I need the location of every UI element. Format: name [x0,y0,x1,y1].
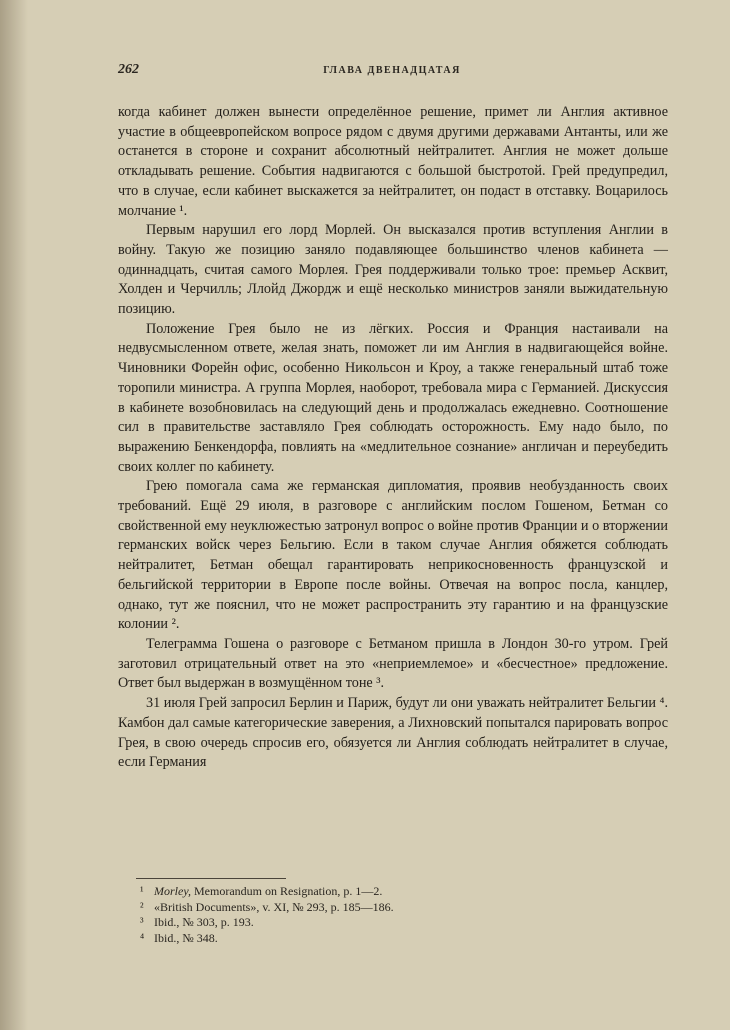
footnote [140,900,640,916]
footnote-text: Ibid., № 303, p. 193. [154,915,254,929]
footnote-mark: ⁴ [140,930,145,945]
body-text [118,103,668,773]
binding-shadow [0,0,28,1030]
paragraph: Телеграмма Гошена о разговоре с Бетманом пришла в Лондон 30-го утром. Грей заготовил отрицательный ответ на это «неприемлемое» и «бесчестное» предложение. Ответ был выдержан в возмущённом тоне ³. [118,635,668,692]
running-head: ГЛАВА ДВЕНАДЦАТАЯ [323,65,461,76]
footnote [140,931,640,947]
page-number: 262 [118,62,139,77]
footnote-mark: ² [140,899,144,914]
footnote [140,915,640,931]
footnote-text: Memorandum on Resignation, p. 1—2. [194,884,383,898]
footnote-text: Ibid., № 348. [154,930,218,945]
page-header [118,62,666,82]
footnote-text: «British Documents», v. XI, № 293, p. 185—186. [154,899,394,914]
footnotes [140,884,640,946]
paragraph: Грею помогала сама же германская дипломатия, проявив необузданность своих требований. Ещё 29 июля, в разговоре с английским послом Гошеном, Бетман со свойственной ему неуклюжестью затронул вопрос о войне против Франции и о вторжении германских войск через Бельгию. Если в таком случае Англия обяжется соблюдать нейтралитет, Бетман обещал гарантировать неприкосновенность французской и бельгийской территории в Европе после войны. Отвечая на вопрос посла, канцлер, однако, тут же пояснил, что не может распространить эту гарантию и на французские колонии ². [118,478,668,633]
footnote-mark: ¹ [140,884,144,898]
footnote-author: Morley, [154,884,191,898]
footnote-divider [136,878,286,879]
footnote [140,884,640,900]
paragraph: Положение Грея было не из лёгких. Россия и Франция настаивали на недвусмысленном ответе, желая знать, поможет ли им Англия в надвигающейся войне. Чиновники Форейн офис, особенно Никольсон и Кроу, а также генеральный штаб тоже торопили министра. А группа Морлея, наоборот, требовала мира с Германией. Дискуссия в кабинете возобновилась на следующий день и продолжалась ежедневно. Соотношение сил в правительстве заставляло Грея соблюдать осторожность. Ему надо было, по выражению Бенкендорфа, повлиять на «медлительное сознание» англичан и переубедить своих коллег по кабинету. [118,320,668,475]
footnote-mark: ³ [140,915,144,929]
paragraph: Первым нарушил его лорд Морлей. Он высказался против вступления Англии в войну. Такую же позицию заняло подавляющее большинство членов кабинета — одиннадцать, считая самого Морлея. Грея поддерживали только трое: премьер Асквит, Холден и Черчилль; Ллойд Джордж и ещё несколько министров заняли выжидательную позицию. [118,222,668,318]
paragraph: когда кабинет должен вынести определённое решение, примет ли Англия активное участие в общеевропейском вопросе рядом с двумя другими державами Антанты, или же останется в стороне и сохранит абсолютный нейтралитет. Англия не может дольше откладывать решение. События надвигаются с большой быстротой. Грей предупредил, что в случае, если кабинет выскажется за нейтралитет, он подаст в отставку. Воцарилось молчание ¹. [118,104,668,219]
paragraph: 31 июля Грей запросил Берлин и Париж, будут ли они уважать нейтралитет Бельгии ⁴. Камбон дал самые категорические заверения, а Лихновский попытался парировать вопрос Грея, в свою очередь спросив его, обязуется ли Англия соблюдать нейтралитет в случае, если Германия [118,695,668,771]
